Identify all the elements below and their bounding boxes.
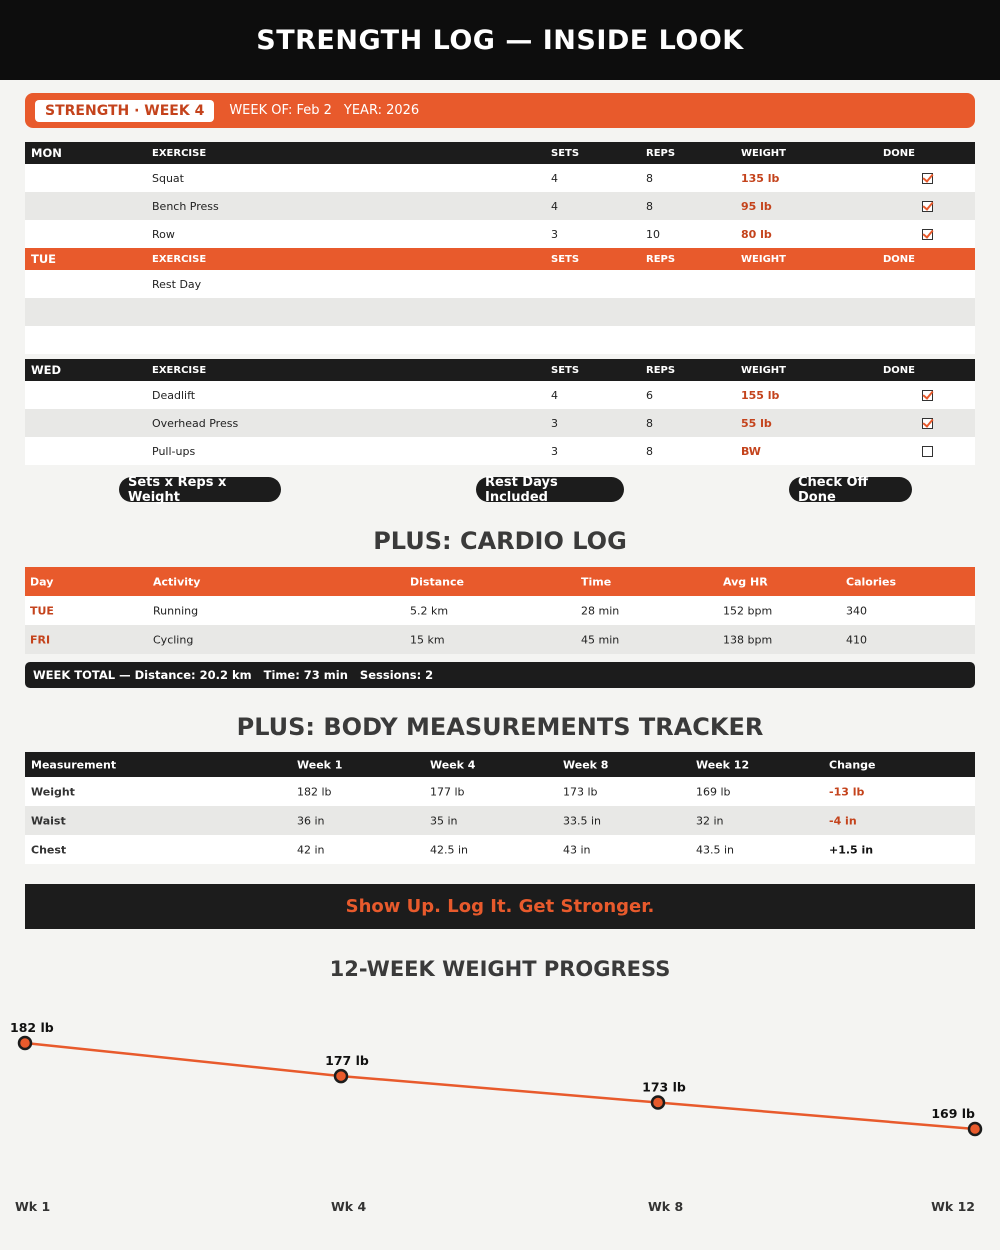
chart-title: 12-WEEK WEIGHT PROGRESS — [329, 957, 671, 981]
cardio-cell: 152 bpm — [723, 604, 773, 617]
column-header-reps: REPS — [646, 364, 676, 376]
cardio-row — [25, 596, 975, 625]
x-tick-label: Wk 4 — [331, 1199, 367, 1214]
column-header-exercise: EXERCISE — [152, 364, 207, 376]
week-badge: STRENGTH · WEEK 4 — [35, 100, 214, 122]
measurement-row — [25, 806, 975, 835]
data-point — [652, 1097, 664, 1109]
cardio-column-header: Time — [581, 575, 612, 588]
exercise-name: Deadlift — [152, 388, 196, 402]
measurement-value: 43.5 in — [696, 843, 735, 856]
exercise-sets: 4 — [551, 388, 558, 402]
exercise-row — [25, 192, 975, 220]
cardio-day: FRI — [30, 633, 51, 646]
total-time: Time: 73 min — [263, 668, 348, 682]
cardio-cell: 5.2 km — [410, 604, 449, 617]
measurement-name: Waist — [31, 814, 66, 827]
measurements-column-header: Week 8 — [563, 758, 609, 771]
measurement-value: 182 lb — [297, 785, 332, 798]
measurements-column-header: Measurement — [31, 758, 117, 771]
strength-log-table — [25, 142, 975, 465]
measurement-change: +1.5 in — [829, 843, 874, 856]
exercise-reps: 8 — [646, 199, 653, 213]
column-header-sets: SETS — [551, 253, 580, 265]
day-header-wed — [25, 359, 975, 381]
cardio-cell: Cycling — [153, 633, 194, 646]
measurement-value: 42.5 in — [430, 843, 469, 856]
measurements-column-header: Week 12 — [696, 758, 750, 771]
exercise-weight: 135 lb — [741, 171, 780, 185]
column-header-done: DONE — [883, 364, 916, 376]
day-label: WED — [31, 363, 62, 377]
exercise-sets: 4 — [551, 171, 558, 185]
exercise-reps: 6 — [646, 388, 653, 402]
measurement-row — [25, 777, 975, 806]
measurement-value: 36 in — [297, 814, 325, 827]
data-label: 173 lb — [642, 1079, 686, 1095]
column-header-done: DONE — [883, 147, 916, 159]
day-label: TUE — [31, 252, 57, 266]
cardio-column-header: Activity — [153, 575, 201, 588]
exercise-reps: 10 — [646, 227, 660, 241]
done-checkbox[interactable] — [922, 173, 933, 184]
column-header-sets: SETS — [551, 364, 580, 376]
week-of-value: Feb 2 — [296, 103, 332, 118]
exercise-name: Bench Press — [152, 199, 219, 213]
column-header-exercise: EXERCISE — [152, 147, 207, 159]
week-info-bar — [25, 93, 975, 128]
column-header-done: DONE — [883, 253, 916, 265]
done-checkbox[interactable] — [922, 229, 933, 240]
exercise-sets: 3 — [551, 416, 558, 430]
exercise-row — [25, 326, 975, 354]
measurement-change: -4 in — [829, 814, 857, 827]
day-label: MON — [31, 146, 62, 160]
feature-pill-check-off: Check Off Done — [789, 477, 912, 502]
measurement-change: -13 lb — [829, 785, 865, 798]
measurement-value: 173 lb — [563, 785, 598, 798]
cardio-table — [25, 567, 975, 654]
data-point — [335, 1070, 347, 1082]
measurement-name: Chest — [31, 843, 67, 856]
exercise-row — [25, 437, 975, 465]
exercise-name: Overhead Press — [152, 416, 239, 430]
column-header-weight: WEIGHT — [741, 364, 786, 376]
exercise-weight: 80 lb — [741, 227, 772, 241]
exercise-weight: 55 lb — [741, 416, 772, 430]
cardio-column-header: Calories — [846, 575, 897, 588]
measurement-value: 42 in — [297, 843, 325, 856]
day-header-tue — [25, 248, 975, 270]
measurement-value: 169 lb — [696, 785, 731, 798]
feature-pill-rest-days: Rest Days Included — [476, 477, 624, 502]
weight-progress-chart — [0, 1000, 1000, 1230]
measurements-column-header: Change — [829, 758, 876, 771]
cardio-cell: 340 — [846, 604, 867, 617]
feature-pill-sets-reps-weight: Sets x Reps x Weight — [119, 477, 281, 502]
exercise-sets: 4 — [551, 199, 558, 213]
done-checkbox[interactable] — [922, 201, 933, 212]
exercise-reps: 8 — [646, 416, 653, 430]
done-checkbox[interactable] — [922, 446, 933, 457]
exercise-sets: 3 — [551, 227, 558, 241]
cardio-header-row — [25, 567, 975, 596]
cardio-cell: 28 min — [581, 604, 620, 617]
column-header-reps: REPS — [646, 147, 676, 159]
measurement-value: 35 in — [430, 814, 458, 827]
measurement-value: 177 lb — [430, 785, 465, 798]
year-label: YEAR: — [343, 103, 382, 118]
page-title: STRENGTH LOG — INSIDE LOOK — [0, 0, 1000, 80]
exercise-name: Squat — [152, 171, 184, 185]
cardio-title: PLUS: CARDIO LOG — [373, 527, 627, 555]
cardio-cell: 138 bpm — [723, 633, 773, 646]
data-label: 182 lb — [10, 1020, 54, 1035]
day-header-mon — [25, 142, 975, 164]
cardio-column-header: Avg HR — [723, 575, 768, 588]
measurements-header-row — [25, 752, 975, 777]
data-label: 177 lb — [325, 1053, 369, 1069]
exercise-name: Row — [152, 227, 175, 241]
exercise-weight: BW — [741, 444, 761, 458]
exercise-row — [25, 270, 975, 298]
measurements-column-header: Week 4 — [430, 758, 476, 771]
exercise-name: Pull-ups — [152, 444, 196, 458]
cardio-column-header: Day — [30, 575, 54, 588]
column-header-sets: SETS — [551, 147, 580, 159]
series-line — [25, 1043, 975, 1129]
done-checkbox[interactable] — [922, 418, 933, 429]
exercise-reps: 8 — [646, 444, 653, 458]
measurement-value: 32 in — [696, 814, 724, 827]
total-distance: WEEK TOTAL — Distance: 20.2 km — [33, 668, 252, 682]
measurements-table — [25, 752, 975, 864]
cardio-cell: 45 min — [581, 633, 620, 646]
exercise-weight: 95 lb — [741, 199, 772, 213]
column-header-weight: WEIGHT — [741, 253, 786, 265]
measurement-name: Weight — [31, 785, 75, 798]
exercise-row — [25, 409, 975, 437]
motto-banner: Show Up. Log It. Get Stronger. — [25, 884, 975, 929]
cardio-day: TUE — [30, 604, 54, 617]
cardio-week-total — [25, 662, 975, 688]
measurement-value: 43 in — [563, 843, 591, 856]
column-header-exercise: EXERCISE — [152, 253, 207, 265]
x-tick-label: Wk 12 — [931, 1199, 975, 1214]
data-point — [969, 1123, 981, 1135]
exercise-row — [25, 164, 975, 192]
x-tick-label: Wk 8 — [648, 1199, 684, 1214]
cardio-cell: 15 km — [410, 633, 445, 646]
cardio-cell: 410 — [846, 633, 867, 646]
exercise-reps: 8 — [646, 171, 653, 185]
exercise-row — [25, 381, 975, 409]
total-sessions: Sessions: 2 — [359, 668, 434, 682]
column-header-weight: WEIGHT — [741, 147, 786, 159]
cardio-cell: Running — [153, 604, 199, 617]
exercise-row — [25, 298, 975, 326]
data-label: 169 lb — [931, 1106, 975, 1121]
measurement-value: 33.5 in — [563, 814, 602, 827]
exercise-weight: 155 lb — [741, 388, 780, 402]
data-point — [19, 1037, 31, 1049]
year-value: 2026 — [386, 103, 420, 118]
cardio-column-header: Distance — [410, 575, 464, 588]
done-checkbox[interactable] — [922, 390, 933, 401]
measurement-row — [25, 835, 975, 864]
cardio-row — [25, 625, 975, 654]
column-header-reps: REPS — [646, 253, 676, 265]
measurements-title: PLUS: BODY MEASUREMENTS TRACKER — [236, 713, 764, 741]
x-tick-label: Wk 1 — [15, 1199, 51, 1214]
exercise-sets: 3 — [551, 444, 558, 458]
week-of-label: WEEK OF: — [229, 103, 293, 118]
exercise-row — [25, 220, 975, 248]
exercise-name: Rest Day — [152, 277, 202, 291]
measurements-column-header: Week 1 — [297, 758, 343, 771]
